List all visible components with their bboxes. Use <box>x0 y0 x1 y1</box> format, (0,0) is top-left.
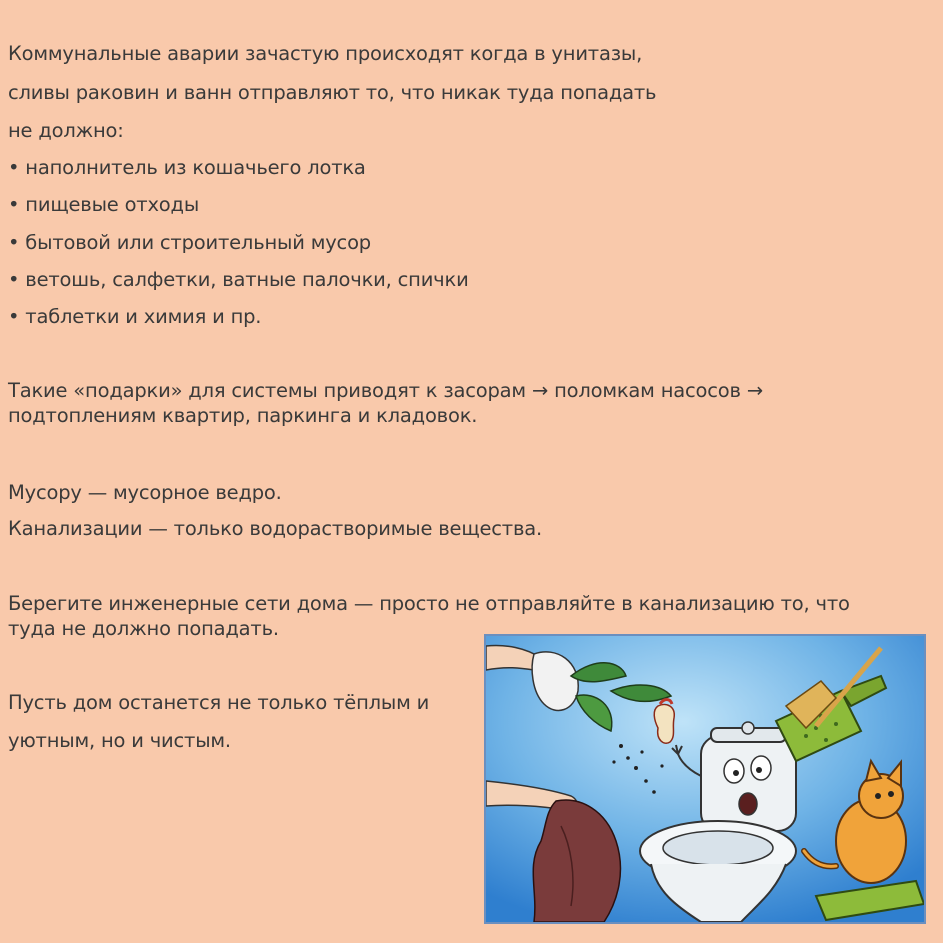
consequence-line-1: Такие «подарки» для системы приводят к засорам → поломкам насосов → <box>8 379 763 402</box>
appeal-line-1: Берегите инженерные сети дома — просто не отправляйте в канализацию то, что <box>8 592 850 615</box>
closing-line-2: уютным, но и чистым. <box>8 729 231 752</box>
intro-line-2: сливы раковин и ванн отправляют то, что никак туда попадать <box>8 81 657 104</box>
intro-line-1: Коммунальные аварии зачастую происходят когда в унитазы, <box>8 42 643 65</box>
cartoon-toilet-illustration <box>484 634 926 924</box>
cartoon-toilet-with-waste-icon <box>486 636 924 922</box>
rule-sewer: Канализации — только водорастворимые вещества. <box>8 517 543 540</box>
intro-line-3: не должно: <box>8 119 124 142</box>
bullet-item: • таблетки и химия и пр. <box>8 305 262 328</box>
consequence-line-2: подтоплениям квартир, паркинга и кладовок. <box>8 404 478 427</box>
rule-trash: Мусору — мусорное ведро. <box>8 481 282 504</box>
closing-line-1: Пусть дом останется не только тёплым и <box>8 691 430 714</box>
appeal-line-2: туда не должно попадать. <box>8 617 279 640</box>
bullet-item: • ветошь, салфетки, ватные палочки, спички <box>8 268 469 291</box>
bullet-item: • пищевые отходы <box>8 193 200 216</box>
bullet-item: • бытовой или строительный мусор <box>8 231 371 254</box>
bullet-item: • наполнитель из кошачьего лотка <box>8 156 366 179</box>
